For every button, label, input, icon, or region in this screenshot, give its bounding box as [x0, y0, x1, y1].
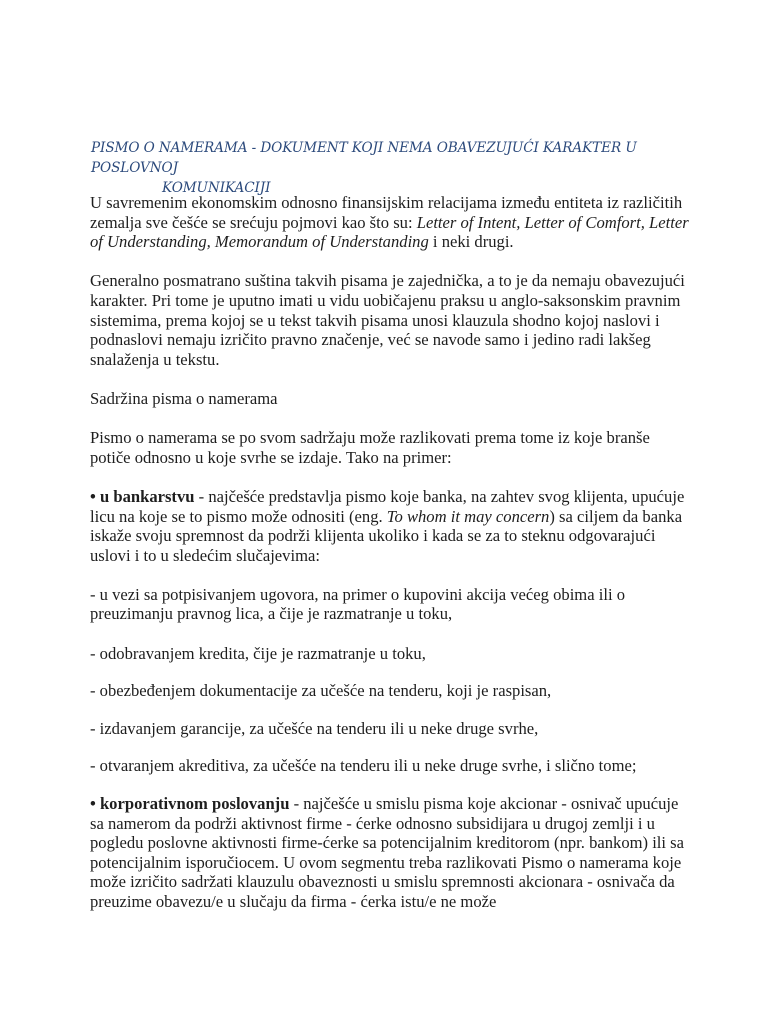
intro-italic-terms: Letter of Intent, Letter of Comfort, Letter of Understanding, Memorandum of Understanding — [90, 212, 689, 252]
intro-paragraph — [90, 193, 690, 252]
document-title-line2: KOMUNIKACIJI — [162, 180, 271, 196]
banking-text-before: - najčešće predstavlja pismo koje banka, na zahtev svog klijenta, upućuje licu na koje se to pismo može odnositi (eng. — [90, 486, 685, 526]
banking-text-after: ) sa ciljem da banka iskaže svoju spremnost da podrži klijenta ukoliko i kada se za to steknu odgovarajući uslovi i to u sledećim slučajevima: — [90, 506, 683, 565]
banking-paragraph — [90, 487, 690, 565]
corporate-paragraph — [90, 794, 690, 912]
document-body — [90, 193, 690, 931]
case-item-letter-of-credit: - otvaranjem akreditiva, za učešće na tenderu ili u neke druge svrhe, i slično tome; — [90, 756, 637, 776]
document-title-line1: PISMO O NAMERAMA - DOKUMENT KOJI NEMA OBAVEZUJUĆI KARAKTER U POSLOVNOJ — [91, 140, 637, 176]
corporate-text: - najčešće u smislu pisma koje akcionar - osnivač upućuje sa namerom da podrži aktivnost firme - ćerke odnosno subsidijara u drugoj zemlji i u pogledu poslovne aktivnosti firme-ćerke sa potencijalnim kreditorom (npr. bankom) ili sa potencijalnim isporučiocem. U ovom segmentu treba razlikovati Pismo o namerama koje može izričito sadržati klauzulu obaveznosti u smislu spremnosti akcionara - osnivača da preuzime obavezu/e u slučaju da firma - ćerka istu/e ne može — [90, 794, 685, 911]
document-title — [91, 138, 671, 198]
banking-italic: To whom it may concern — [386, 506, 550, 526]
case-item-contract: - u vezi sa potpisivanjem ugovora, na primer o kupovini akcija većeg obima ili o preuzimanju pravnog lica, a čije je razmatranje u toku, — [90, 584, 626, 624]
intro-text-after: i neki drugi. — [428, 232, 514, 252]
case-item-tender-docs: - obezbeđenjem dokumentacije za učešće na tenderu, koji je raspisan, — [90, 681, 552, 701]
case-item-guarantee: - izdavanjem garancije, za učešće na tenderu ili u neke druge svrhe, — [90, 718, 539, 738]
content-paragraph: Pismo o namerama se po svom sadržaju može razlikovati prema tome iz koje branše potiče odnosno u koje svrhe se izdaje. Tako na primer: — [90, 428, 650, 467]
banking-label: • u bankarstvu — [90, 486, 195, 506]
general-paragraph: Generalno posmatrano suština takvih pisama je zajednička, a to je da nemaju obavezujući karakter. Pri tome je uputno imati u vidu uobičajenu praksu u anglo-saksonskim pravnim sistemima, prema kojoj se u tekst takvih pisama unosi klauzula shodno kojoj naslovi i podnaslovi nemaju izričito pravno značenje, već se navode samo i jedino radi lakšeg snalaženja u tekstu. — [90, 271, 685, 369]
corporate-label: • korporativnom poslovanju — [90, 794, 290, 814]
case-item-credit: - odobravanjem kredita, čije je razmatranje u toku, — [90, 643, 426, 663]
intro-text-before: U savremenim ekonomskim odnosno finansijskim relacijama između entiteta iz različitih zemalja sve češće se srećuju pojmovi kao što su: — [90, 193, 683, 232]
content-heading: Sadržina pisma o namerama — [90, 388, 278, 408]
